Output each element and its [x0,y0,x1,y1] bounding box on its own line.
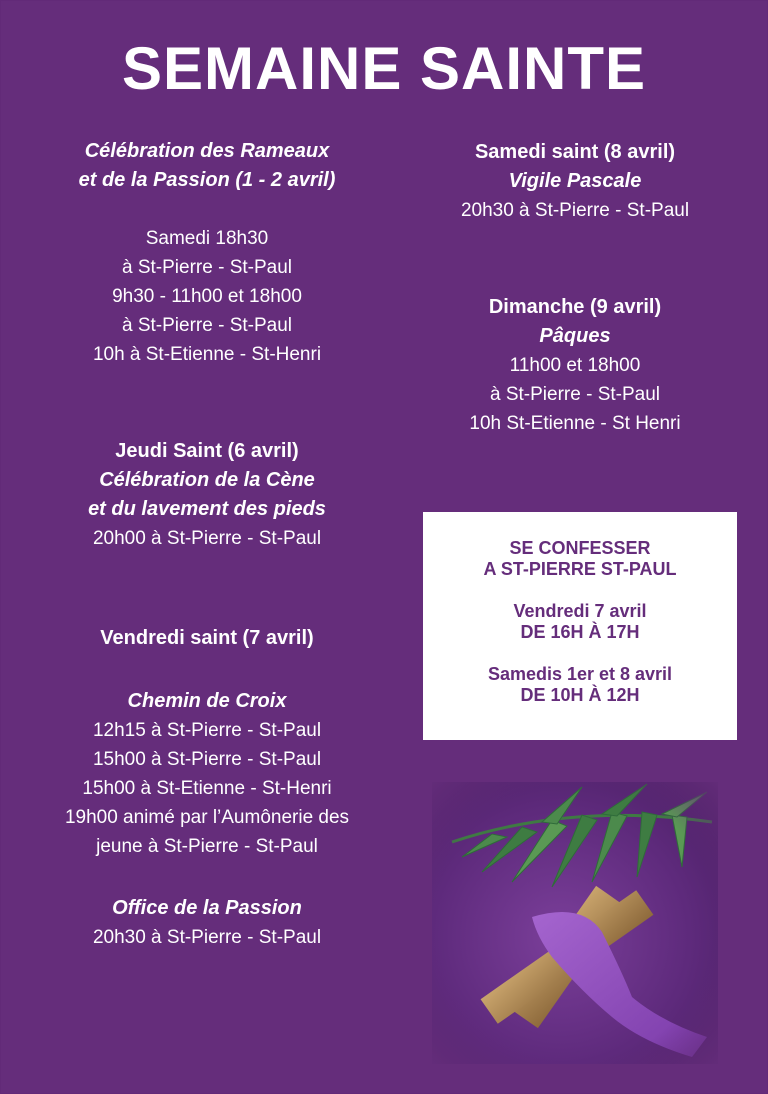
schedule-line: à St-Pierre - St-Paul [490,384,660,405]
schedule-line: à St-Pierre - St-Paul [122,315,292,336]
schedule-line: 20h00 à St-Pierre - St-Paul [92,528,322,549]
rameaux-heading-2: et de la Passion (1 - 2 avril) [78,169,336,191]
schedule-line: 15h00 à St-Etienne - St-Henri [82,778,332,799]
jeudi-subheading-1: Célébration de la Cène [99,469,315,491]
page-title: SEMAINE SAINTE [121,35,647,102]
confession-title-2: A ST-PIERRE ST-PAUL [483,559,677,579]
confession-slot1-time: DE 16H À 17H [520,622,640,642]
dimanche-heading: Dimanche (9 avril) [488,296,662,318]
schedule-line: 12h15 à St-Pierre - St-Paul [92,720,322,741]
schedule-line: 20h30 à St-Pierre - St-Paul [460,200,690,221]
vendredi-section [10,624,404,952]
samedi-section [420,138,730,225]
dimanche-section [420,293,730,438]
schedule-line: 9h30 - 11h00 et 18h00 [112,286,302,307]
schedule-line: Samedi 18h30 [145,228,269,249]
vendredi-heading: Vendredi saint (7 avril) [100,627,314,649]
jeudi-heading: Jeudi Saint (6 avril) [115,440,299,462]
schedule-line: à St-Pierre - St-Paul [122,257,292,278]
schedule-line: 15h00 à St-Pierre - St-Paul [92,749,322,770]
office-passion-heading: Office de la Passion [112,897,302,919]
chemin-de-croix-heading: Chemin de Croix [127,690,287,712]
samedi-subheading: Vigile Pascale [508,170,642,192]
schedule-line: jeune à St-Pierre - St-Paul [96,836,318,857]
jeudi-section [10,437,404,553]
rameaux-heading-1: Célébration des Rameaux [84,140,330,162]
cross-palm-photo [432,782,718,1064]
schedule-line: 10h à St-Etienne - St-Henri [92,344,322,365]
confession-title-1: SE CONFESSER [509,538,651,558]
rameaux-section [10,137,404,369]
confession-box [423,512,737,740]
confession-slot1-day: Vendredi 7 avril [513,601,647,621]
schedule-line: 19h00 animé par l’Aumônerie des [64,807,350,828]
confession-slot2-day: Samedis 1er et 8 avril [487,664,673,684]
schedule-line: 10h St-Etienne - St Henri [469,413,681,434]
confession-slot2-time: DE 10H À 12H [520,685,640,705]
schedule-line: 20h30 à St-Pierre - St-Paul [92,927,322,948]
schedule-line: 11h00 et 18h00 [509,355,641,376]
dimanche-subheading: Pâques [539,325,611,347]
jeudi-subheading-2: et du lavement des pieds [88,498,326,520]
samedi-heading: Samedi saint (8 avril) [474,141,676,163]
